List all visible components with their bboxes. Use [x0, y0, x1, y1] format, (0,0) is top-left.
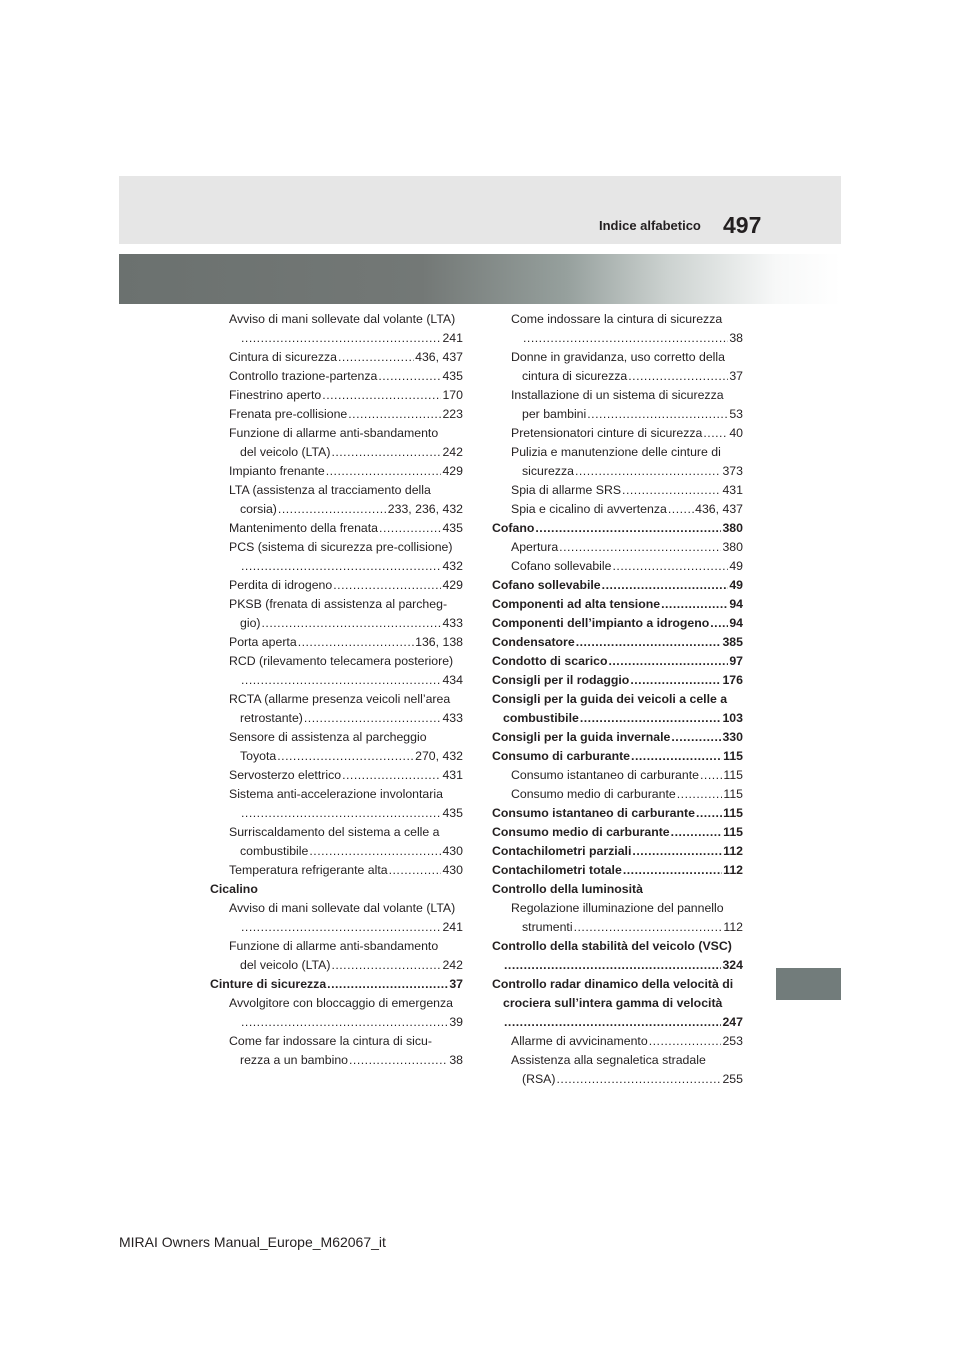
- dot-leader: [262, 614, 442, 633]
- dot-leader: [241, 918, 441, 937]
- index-entry-text: Apertura: [511, 540, 559, 554]
- index-page-ref: 112: [723, 844, 743, 858]
- index-entry-text: Frenata pre-collisione: [229, 407, 348, 421]
- dot-leader: [661, 595, 728, 614]
- dot-leader: [504, 1013, 721, 1032]
- index-entry: [492, 443, 743, 481]
- dot-leader: [326, 462, 442, 481]
- index-entry: [492, 842, 743, 861]
- index-page-ref: 49: [729, 578, 743, 592]
- index-page-ref: 431: [442, 768, 463, 782]
- dot-leader: [671, 823, 723, 842]
- index-entry: [492, 500, 743, 519]
- index-page-ref: 433: [442, 616, 463, 630]
- dot-leader: [628, 367, 728, 386]
- index-page-ref: 115: [723, 787, 743, 801]
- index-entry-text: Mantenimento della frenata: [229, 521, 379, 535]
- index-entry: [492, 766, 743, 785]
- dot-leader: [703, 424, 728, 443]
- index-page-ref: 97: [729, 654, 743, 668]
- index-page-ref: 112: [723, 863, 743, 877]
- dot-leader: [241, 1013, 448, 1032]
- dot-leader: [677, 785, 723, 804]
- index-page-ref: 330: [722, 730, 743, 744]
- dot-leader: [309, 842, 441, 861]
- dot-leader: [389, 861, 442, 880]
- index-page-ref: 40: [729, 426, 743, 440]
- dot-leader: [278, 500, 387, 519]
- index-entry-text: Consumo di carburante: [492, 749, 631, 763]
- index-entry-text: Come indossare la cintura di sicurezza: [511, 312, 723, 326]
- index-column-left: [210, 310, 463, 1070]
- index-entry-text: PKSB (frenata di assistenza al parcheg-: [229, 597, 448, 611]
- index-page-ref: 115: [723, 749, 743, 763]
- index-entry: [492, 899, 743, 937]
- dot-leader: [649, 1032, 722, 1051]
- index-entry: [210, 348, 463, 367]
- index-column-right: [492, 310, 743, 1089]
- index-entry: [210, 785, 463, 823]
- index-entry: [492, 557, 743, 576]
- index-entry-text: Consigli per la guida invernale: [492, 730, 671, 744]
- footer-manual-id: MIRAI Owners Manual_Europe_M62067_it: [119, 1234, 386, 1250]
- index-entry-text: Come far indossare la cintura di sicu-: [229, 1034, 432, 1048]
- index-page-ref: 380: [722, 521, 743, 535]
- index-page-ref: 436, 437: [415, 350, 463, 364]
- index-entry: [210, 690, 463, 728]
- dot-leader: [298, 633, 414, 652]
- index-entry: [210, 405, 463, 424]
- index-entry-text: (RSA): [522, 1072, 556, 1086]
- index-entry: [492, 785, 743, 804]
- index-entry: [492, 386, 743, 424]
- index-entry-text: Pretensionatori cinture di sicurezza: [511, 426, 703, 440]
- dot-leader: [613, 557, 729, 576]
- index-entry: [492, 310, 743, 348]
- index-entry: [492, 671, 743, 690]
- header-gradient-band: [119, 254, 841, 304]
- index-entry: [210, 899, 463, 937]
- index-entry-text: Consigli per la guida dei veicoli a celle a: [492, 692, 728, 706]
- index-entry-text: Impianto frenante: [229, 464, 325, 478]
- dot-leader: [700, 766, 722, 785]
- index-entry-text: Perdita di idrogeno: [229, 578, 333, 592]
- dot-leader: [241, 671, 441, 690]
- index-page-ref: 112: [723, 920, 743, 934]
- dot-leader: [304, 709, 442, 728]
- index-entry: [210, 595, 463, 633]
- index-page-ref: 324: [722, 958, 743, 972]
- index-entry: [492, 1051, 743, 1089]
- index-page-ref: 242: [442, 958, 463, 972]
- index-entry-text: Avviso di mani sollevate dal volante (LTA): [229, 312, 456, 326]
- index-entry-text: Controllo radar dinamico della velocità di: [492, 977, 734, 991]
- dot-leader: [241, 329, 441, 348]
- index-entry-text: Contachilometri totale: [492, 863, 622, 877]
- index-entry-text: Consumo istantaneo di carburante: [492, 806, 695, 820]
- index-entry-text: Cofano sollevabile: [492, 578, 601, 592]
- index-page-ref: 432: [442, 559, 463, 573]
- index-entry: [210, 880, 463, 899]
- index-entry-text: Controllo della stabilità del veicolo (VSC): [492, 939, 732, 953]
- dot-leader: [587, 405, 728, 424]
- index-page-ref: 39: [449, 1015, 463, 1029]
- index-entry-text: Toyota: [240, 749, 277, 763]
- index-entry-text: per bambini: [522, 407, 587, 421]
- index-entry: [492, 823, 743, 842]
- index-entry-text: PCS (sistema di sicurezza pre-collisione): [229, 540, 453, 554]
- index-entry: [492, 880, 743, 899]
- dot-leader: [338, 348, 414, 367]
- index-entry-text: Assistenza alla segnaletica stradale: [511, 1053, 706, 1067]
- dot-leader: [668, 500, 694, 519]
- index-entry-text: sicurezza: [522, 464, 574, 478]
- index-entry-text: Sistema anti-accelerazione involontaria: [229, 787, 443, 801]
- index-entry-text: Funzione di allarme anti-sbandamento: [229, 426, 439, 440]
- index-page-ref: 434: [442, 673, 463, 687]
- dot-leader: [535, 519, 721, 538]
- index-page-ref: 103: [722, 711, 743, 725]
- index-entry-text: RCTA (allarme presenza veicoli nell’area: [229, 692, 451, 706]
- index-entry-text: Allarme di avvicinamento: [511, 1034, 648, 1048]
- index-entry: [210, 386, 463, 405]
- index-entry-text: Donne in gravidanza, uso corretto della: [511, 350, 725, 364]
- index-entry-text: LTA (assistenza al tracciamento della: [229, 483, 431, 497]
- dot-leader: [379, 519, 441, 538]
- index-page-ref: 94: [729, 597, 743, 611]
- index-entry: [210, 652, 463, 690]
- index-entry: [210, 367, 463, 386]
- index-entry: [492, 576, 743, 595]
- index-entry: [210, 633, 463, 652]
- index-entry: [492, 519, 743, 538]
- index-entry-text: Avviso di mani sollevate dal volante (LTA): [229, 901, 456, 915]
- index-entry-text: cintura di sicurezza: [522, 369, 628, 383]
- index-page-ref: 37: [449, 977, 463, 991]
- index-page-ref: 430: [442, 844, 463, 858]
- index-page-ref: 38: [729, 331, 743, 345]
- index-entry-text: combustibile: [240, 844, 309, 858]
- index-page-ref: 373: [722, 464, 743, 478]
- index-entry: [210, 310, 463, 348]
- index-entry-text: combustibile: [503, 711, 579, 725]
- index-entry: [210, 538, 463, 576]
- index-entry-text: Finestrino aperto: [229, 388, 322, 402]
- index-page-ref: 115: [723, 806, 743, 820]
- index-entry-text: del veicolo (LTA): [240, 445, 331, 459]
- index-page-ref: 429: [442, 464, 463, 478]
- index-entry-text: Consumo istantaneo di carburante: [511, 768, 699, 782]
- index-page-ref: 115: [723, 768, 743, 782]
- index-entry: [210, 576, 463, 595]
- dot-leader: [696, 804, 722, 823]
- index-entry: [210, 937, 463, 975]
- index-page-ref: 253: [722, 1034, 743, 1048]
- index-entry: [210, 823, 463, 861]
- dot-leader: [575, 462, 722, 481]
- index-page-ref: 170: [442, 388, 463, 402]
- index-page-ref: 115: [723, 825, 743, 839]
- dot-leader: [632, 842, 722, 861]
- dot-leader: [608, 652, 728, 671]
- index-entry-text: Componenti dell’impianto a idrogeno: [492, 616, 710, 630]
- index-entry: [492, 861, 743, 880]
- index-entry-text: del veicolo (LTA): [240, 958, 331, 972]
- index-page-ref: 49: [729, 559, 743, 573]
- index-entry-text: corsia): [240, 502, 277, 516]
- dot-leader: [331, 956, 441, 975]
- index-page-ref: 435: [442, 369, 463, 383]
- index-page-ref: 385: [722, 635, 743, 649]
- index-entry-text: Servosterzo elettrico: [229, 768, 342, 782]
- index-entry-text: Consumo medio di carburante: [511, 787, 676, 801]
- index-page-ref: 37: [729, 369, 743, 383]
- dot-leader: [710, 614, 728, 633]
- dot-leader: [378, 367, 441, 386]
- dot-leader: [349, 1051, 448, 1070]
- index-page-ref: 94: [729, 616, 743, 630]
- index-entry: [492, 481, 743, 500]
- index-entry: [210, 462, 463, 481]
- index-entry-text: Cinture di sicurezza: [210, 977, 327, 991]
- index-entry-text: strumenti: [522, 920, 573, 934]
- index-entry-text: Cofano sollevabile: [511, 559, 612, 573]
- index-entry-text: retrostante): [240, 711, 303, 725]
- index-page-ref: 242: [442, 445, 463, 459]
- index-page-ref: 436, 437: [695, 502, 743, 516]
- index-entry-text: Consigli per il rodaggio: [492, 673, 630, 687]
- dot-leader: [559, 538, 721, 557]
- index-entry-text: Sensore di assistenza al parcheggio: [229, 730, 427, 744]
- index-entry: [210, 728, 463, 766]
- index-entry-text: Porta aperta: [229, 635, 297, 649]
- index-entry: [492, 652, 743, 671]
- index-entry-text: Avvolgitore con bloccaggio di emergenza: [229, 996, 453, 1010]
- index-entry-text: Controllo trazione-partenza: [229, 369, 378, 383]
- index-entry-text: Funzione di allarme anti-sbandamento: [229, 939, 439, 953]
- index-page-ref: 241: [442, 331, 463, 345]
- index-entry-text: Controllo della luminosità: [492, 882, 643, 896]
- dot-leader: [333, 576, 441, 595]
- index-entry-text: Componenti ad alta tensione: [492, 597, 661, 611]
- index-entry: [210, 519, 463, 538]
- dot-leader: [331, 443, 441, 462]
- index-entry: [492, 633, 743, 652]
- index-entry: [492, 690, 743, 728]
- dot-leader: [602, 576, 729, 595]
- dot-leader: [241, 557, 441, 576]
- index-entry: [492, 937, 743, 975]
- dot-leader: [574, 918, 723, 937]
- index-entry: [492, 538, 743, 557]
- dot-leader: [277, 747, 414, 766]
- index-page-ref: 431: [722, 483, 743, 497]
- index-page-ref: 38: [449, 1053, 463, 1067]
- dot-leader: [348, 405, 441, 424]
- index-thumb-tab: [776, 968, 841, 1000]
- index-page-ref: 435: [442, 806, 463, 820]
- index-page-ref: 430: [442, 863, 463, 877]
- index-entry: [210, 481, 463, 519]
- dot-leader: [504, 956, 721, 975]
- dot-leader: [322, 386, 441, 405]
- index-entry: [210, 1032, 463, 1070]
- dot-leader: [556, 1070, 721, 1089]
- index-page-ref: 53: [729, 407, 743, 421]
- index-page-ref: 241: [442, 920, 463, 934]
- index-entry-text: Condensatore: [492, 635, 575, 649]
- index-entry-text: Cintura di sicurezza: [229, 350, 337, 364]
- index-entry-text: Temperatura refrigerante alta: [229, 863, 388, 877]
- index-entry-text: Regolazione illuminazione del pannello: [511, 901, 724, 915]
- index-entry: [492, 424, 743, 443]
- index-entry-text: Cicalino: [210, 882, 258, 896]
- index-entry-text: RCD (rilevamento telecamera posteriore): [229, 654, 454, 668]
- index-entry: [210, 424, 463, 462]
- index-entry-text: Contachilometri parziali: [492, 844, 632, 858]
- index-entry-text: crociera sull’intera gamma di velocità: [503, 996, 723, 1010]
- index-page-ref: 223: [442, 407, 463, 421]
- index-entry: [210, 861, 463, 880]
- index-entry-text: Pulizia e manutenzione delle cinture di: [511, 445, 721, 459]
- index-entry: [210, 994, 463, 1032]
- index-entry-text: Surriscaldamento del sistema a celle a: [229, 825, 440, 839]
- index-entry-text: gio): [240, 616, 261, 630]
- index-entry: [210, 766, 463, 785]
- section-title: Indice alfabetico: [599, 218, 701, 233]
- index-entry: [492, 614, 743, 633]
- index-entry: [492, 728, 743, 747]
- index-entry-text: Consumo medio di carburante: [492, 825, 670, 839]
- index-entry: [492, 348, 743, 386]
- dot-leader: [327, 975, 448, 994]
- index-page-ref: 255: [722, 1072, 743, 1086]
- dot-leader: [342, 766, 441, 785]
- index-page-ref: 429: [442, 578, 463, 592]
- page-number: 497: [723, 212, 762, 238]
- index-entry: [492, 595, 743, 614]
- index-page-ref: 247: [722, 1015, 743, 1029]
- index-entry-text: Spia e cicalino di avvertenza: [511, 502, 667, 516]
- index-entry: [492, 804, 743, 823]
- dot-leader: [241, 804, 441, 823]
- dot-leader: [622, 481, 721, 500]
- index-entry-text: rezza a un bambino: [240, 1053, 349, 1067]
- index-entry: [492, 747, 743, 766]
- index-page-ref: 433: [442, 711, 463, 725]
- dot-leader: [623, 861, 722, 880]
- index-page-ref: 270, 432: [415, 749, 463, 763]
- dot-leader: [576, 633, 722, 652]
- dot-leader: [671, 728, 721, 747]
- index-entry-text: Installazione di un sistema di sicurezza: [511, 388, 724, 402]
- dot-leader: [631, 747, 722, 766]
- index-entry: [492, 1032, 743, 1051]
- index-entry: [492, 975, 743, 1032]
- index-page-ref: 435: [442, 521, 463, 535]
- dot-leader: [523, 329, 728, 348]
- index-entry-text: Spia di allarme SRS: [511, 483, 622, 497]
- dot-leader: [630, 671, 721, 690]
- index-page-ref: 233, 236, 432: [387, 502, 463, 516]
- index-entry-text: Cofano: [492, 521, 535, 535]
- index-entry-text: Condotto di scarico: [492, 654, 608, 668]
- dot-leader: [580, 709, 722, 728]
- index-page-ref: 380: [722, 540, 743, 554]
- index-page-ref: 136, 138: [415, 635, 463, 649]
- index-entry: [210, 975, 463, 994]
- index-page-ref: 176: [722, 673, 743, 687]
